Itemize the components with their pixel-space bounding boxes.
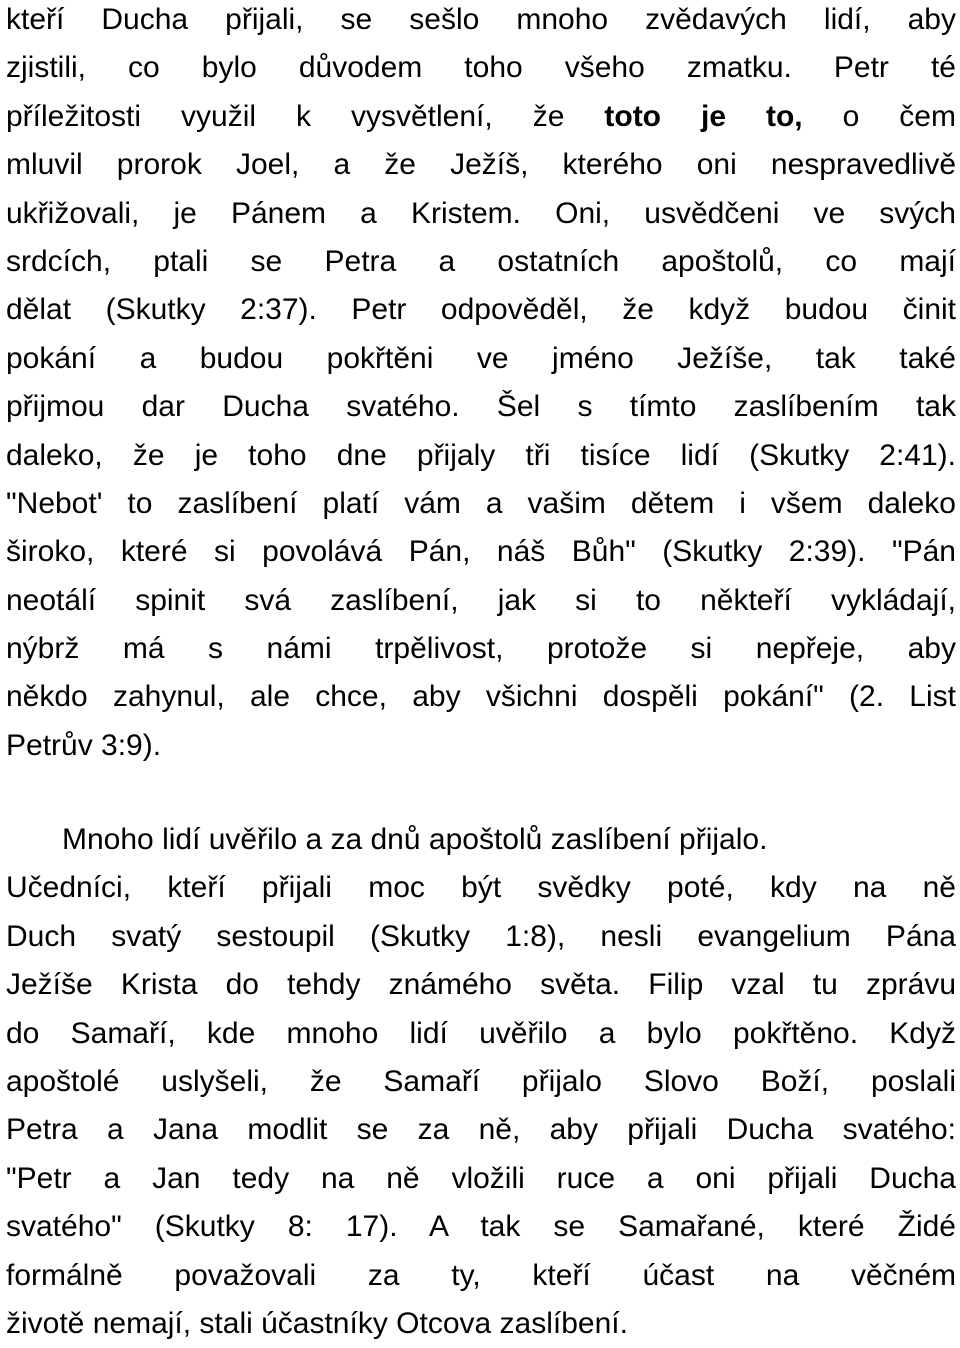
text-line: Petra a Jana modlit se za ně, aby přijali Ducha svatého:	[6, 1113, 956, 1147]
text-line: svatého" (Skutky 8: 17). A tak se Samařané, které Židé	[6, 1210, 956, 1244]
text-line: někdo zahynul, ale chce, aby všichni dospěli pokání" (2. List	[6, 680, 956, 714]
text-line: Mnoho lidí uvěřilo a za dnů apoštolů zaslíbení přijalo.	[62, 823, 768, 856]
text-line: životě nemají, stali účastníky Otcova zaslíbení.	[6, 1306, 628, 1340]
text-line: Učedníci, kteří přijali moc být svědky poté, kdy na ně	[6, 871, 956, 905]
text-line: pokání a budou pokřtěni ve jméno Ježíše, tak také	[6, 341, 956, 375]
text-line: srdcích, ptali se Petra a ostatních apoštolů, co mají	[6, 244, 956, 278]
text-line: neotálí spinit svá zaslíbení, jak si to někteří vykládají,	[6, 583, 956, 617]
text-line: dělat (Skutky 2:37). Petr odpověděl, že když budou činit	[6, 293, 956, 327]
text-line: mluvil prorok Joel, a že Ježíš, kterého oni nespravedlivě	[6, 148, 956, 182]
text-line: ukřižovali, je Pánem a Kristem. Oni, usvědčeni ve svých	[6, 196, 956, 230]
bold-phrase: toto je to,	[604, 99, 803, 133]
text-line: formálně považovali za ty, kteří účast na věčném	[6, 1258, 956, 1292]
text-line: apoštolé uslyšeli, že Samaří přijalo Slovo Boží, poslali	[6, 1064, 956, 1098]
text-line: přijmou dar Ducha svatého. Šel s tímto zaslíbením tak	[6, 390, 956, 424]
text-span: o čem	[842, 99, 956, 133]
text-line: kteří Ducha přijali, se sešlo mnoho zvědavých lidí, aby	[6, 3, 956, 36]
text-line: Duch svatý sestoupil (Skutky 1:8), nesli evangelium Pána	[6, 919, 956, 953]
text-span: příležitosti využil k vysvětlení, že	[6, 99, 565, 133]
text-line: Petrův 3:9).	[6, 728, 162, 762]
text-line: zjistili, co bylo důvodem toho všeho zmatku. Petr té	[6, 51, 956, 85]
text-line	[6, 93, 956, 141]
paragraph-2	[6, 816, 956, 1348]
text-line: do Samaří, kde mnoho lidí uvěřilo a bylo pokřtěno. Když	[6, 1016, 956, 1050]
text-line: nýbrž má s námi trpělivost, protože si nepřeje, aby	[6, 632, 956, 666]
text-line: "Petr a Jan tedy na ně vložili ruce a oni přijali Ducha	[6, 1161, 956, 1195]
text-line: široko, které si povolává Pán, náš Bůh" (Skutky 2:39). "Pán	[6, 535, 956, 569]
paragraph-1	[6, 0, 956, 770]
text-line: "Nebot' to zaslíbení platí vám a vašim dětem i všem daleko	[6, 486, 956, 520]
text-line: Ježíše Krista do tehdy známého světa. Filip vzal tu zprávu	[6, 968, 956, 1002]
text-line: daleko, že je toho dne přijaly tři tisíce lidí (Skutky 2:41).	[6, 438, 956, 472]
